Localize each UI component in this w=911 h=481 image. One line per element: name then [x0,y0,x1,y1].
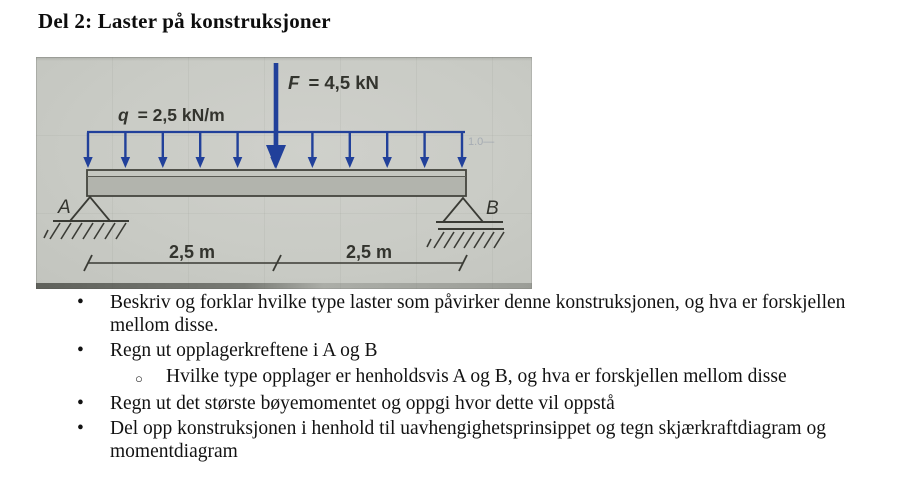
load-value: = 2,5 kN/m [137,105,225,125]
circle-bullet-marker: ○ [135,370,143,386]
beam [87,170,466,196]
load-arrow-head [457,157,466,168]
point-force-label [288,72,379,93]
task-item [77,392,892,415]
support-A-pin [44,197,129,239]
load-symbol: q [118,105,129,125]
task-text [166,365,892,390]
load-arrow-head [196,157,205,168]
dimension-label-right: 2,5 m [345,242,393,262]
task-text-line: Regn ut opplagerkreftene i A og B [110,340,378,362]
disc-bullet-marker: • [77,418,84,440]
page-title: Del 2: Laster på konstruksjoner [38,9,331,33]
support-B-hatching [427,232,504,248]
task-item [77,417,892,463]
task-text [110,291,892,337]
support-A-triangle [70,197,110,221]
task-list [77,291,892,465]
dimension-line [84,255,467,271]
task-item [77,339,892,362]
point-force-head [266,145,286,169]
task-subitem [135,365,892,390]
beam-diagram [36,57,532,289]
support-A-hatching [44,223,126,239]
task-item [77,291,892,337]
disc-bullet-marker: • [77,392,84,414]
dimension-label-left: 2,5 m [168,242,216,262]
point-force-arrow [266,63,286,169]
task-text [110,392,892,415]
beam-figure-photo [36,57,532,289]
load-arrow-head [345,157,354,168]
disc-bullet-marker: • [77,292,84,313]
photo-top-shadow [36,57,532,61]
load-arrow-head [121,157,130,168]
beam-top-flange [88,171,465,176]
disc-bullet-marker: • [77,340,84,362]
load-arrow-head [383,157,392,168]
task-text-line: Hvilke type opplager er henholdsvis A og B, og hva er forskjellen mellom disse [166,365,787,387]
load-arrow-head [233,157,242,168]
load-arrow-head [308,157,317,168]
task-text-line: Del opp konstruksjonen i henhold til uavhengighetsprinsippet og tegn skjærkraftdiagram og [110,418,826,440]
task-text-line: mellom disse. [110,315,219,337]
load-arrow-head [420,157,429,168]
support-B-label: B [486,198,499,219]
support-B-triangle [443,198,483,222]
force-value: = 4,5 kN [308,72,379,93]
load-arrow-head [83,157,92,168]
print-through-artifact: 1.0— [468,136,495,148]
task-text [110,417,892,463]
distributed-load-label [118,105,225,125]
task-text-line: Regn ut det største bøyemomentet og oppgi hvor dette vil oppstå [110,392,615,414]
task-text-line: Beskriv og forklar hvilke type laster som påvirker denne konstruksjonen, og hva er forskjellen [110,292,846,313]
load-arrow-head [158,157,167,168]
photo-bottom-shadow [36,283,532,289]
task-text-line: momentdiagram [110,441,238,463]
force-symbol: F [288,72,300,93]
support-A-label: A [58,197,71,218]
task-text [110,339,892,362]
